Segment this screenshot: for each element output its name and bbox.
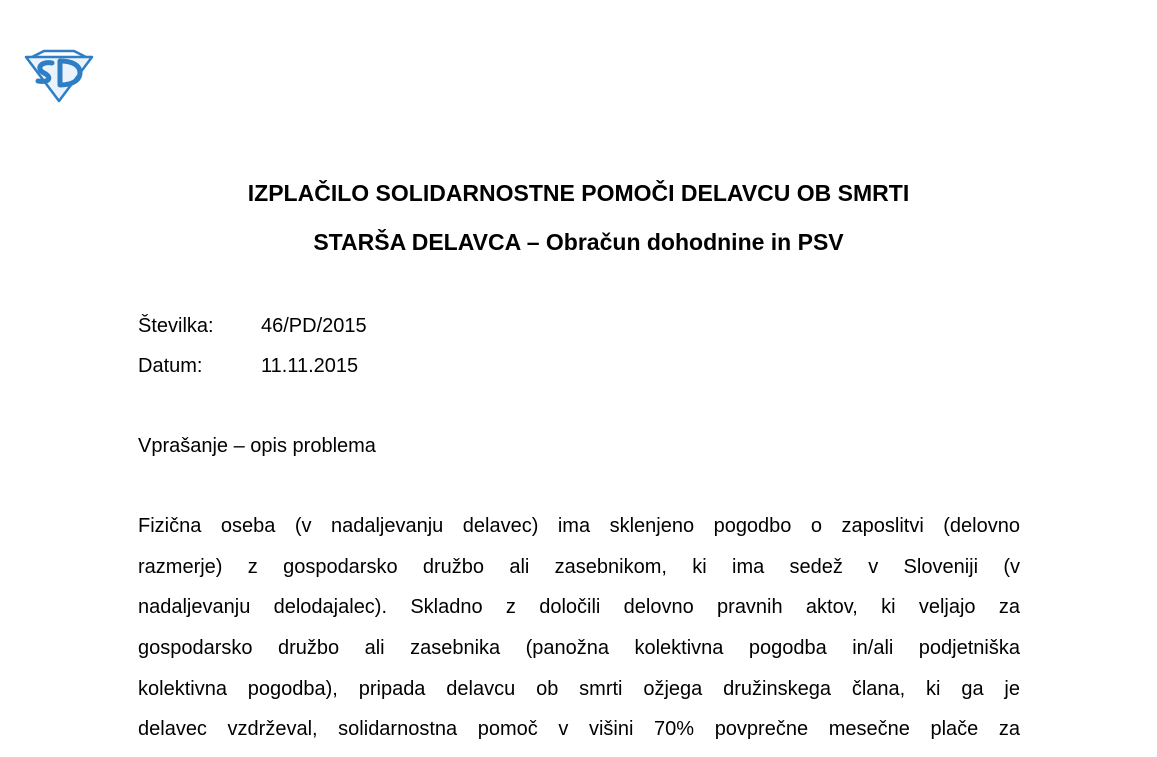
document-date-label: Datum:: [138, 355, 203, 377]
document-number-label: Številka:: [138, 315, 214, 337]
document-title-line-1: IZPLAČILO SOLIDARNOSTNE POMOČI DELAVCU OB SMRTI: [247, 180, 910, 206]
body-line: gospodarsko družbo ali zasebnika (panožna kolektivna pogodba in/ali podjetniška: [138, 637, 1020, 660]
section-heading: Vprašanje – opis problema: [138, 435, 376, 457]
document-number-row: [138, 313, 367, 339]
body-line: razmerje) z gospodarsko družbo ali zasebnikom, ki ima sedež v Sloveniji (v: [138, 555, 1020, 578]
body-line: kolektivna pogodba), pripada delavcu ob smrti ožjega družinskega člana, ki ga je: [138, 677, 1020, 700]
body-line: delavec vzdrževal, solidarnostna pomoč v višini 70% povprečne mesečne plače za: [138, 718, 1020, 741]
body-line: nadaljevanju delodajalec). Skladno z določili delovno pravnih aktov, ki veljajo za: [138, 596, 1020, 619]
document-date-value: 11.11.2015: [261, 355, 359, 377]
sd-logo-icon: [22, 49, 96, 103]
document-number-value: 46/PD/2015: [261, 315, 367, 337]
body-line: Fizična oseba (v nadaljevanju delavec) ima sklenjeno pogodbo o zaposlitvi (delovno: [138, 515, 1020, 537]
body-paragraph: [138, 513, 1020, 757]
document-date-row: [138, 353, 358, 379]
document-title-line-2: STARŠA DELAVCA – Obračun dohodnine in PSV: [313, 229, 844, 255]
